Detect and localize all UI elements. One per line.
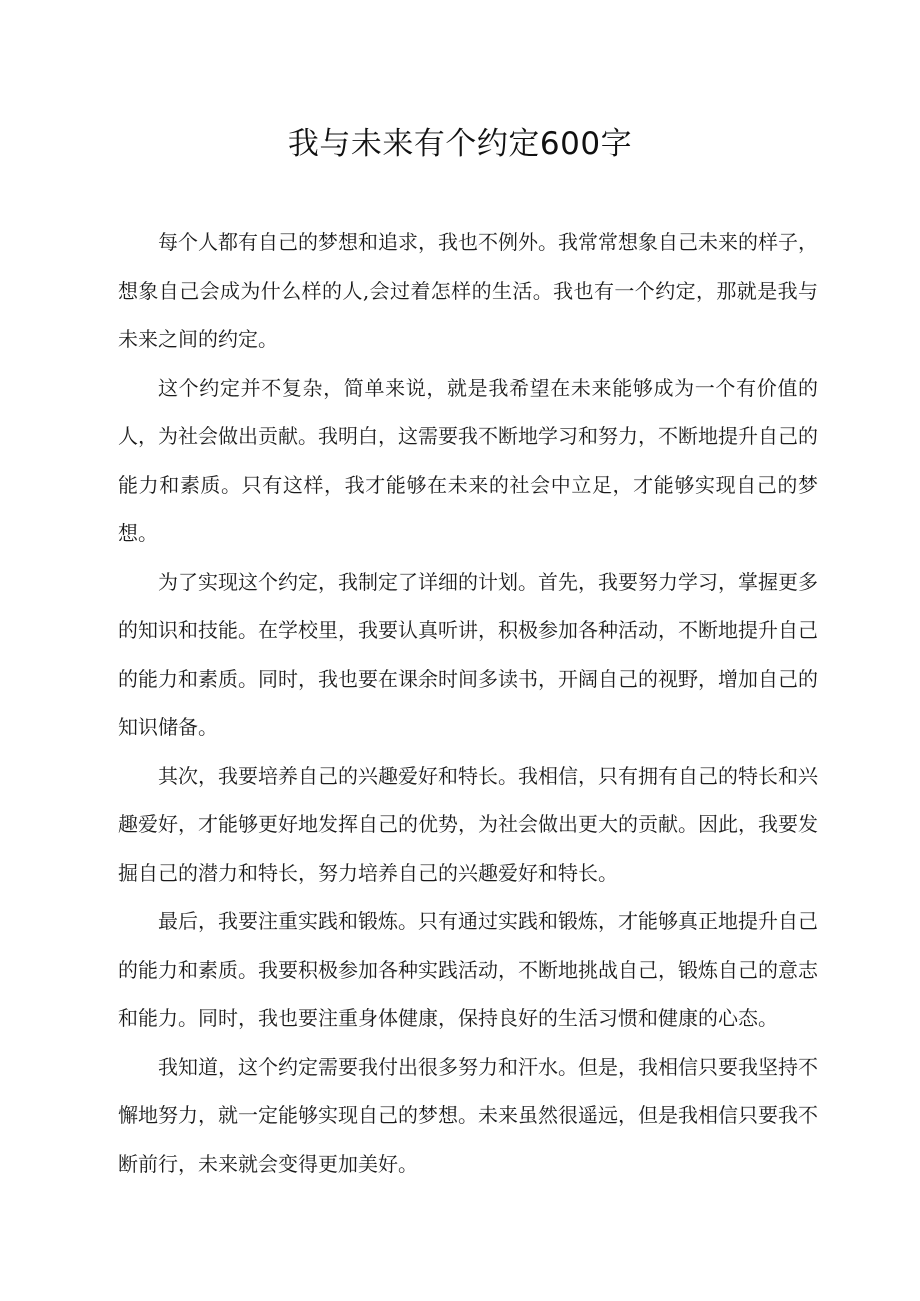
paragraph-6: 我知道，这个约定需要我付出很多努力和汗水。但是，我相信只要我坚持不懈地努力，就一定能够实现自己的梦想。未来虽然很遥远，但是我相信只要我不断前行，未来就会变得更加美好。	[118, 1054, 818, 1176]
paragraph-2: 这个约定并不复杂，简单来说，就是我希望在未来能够成为一个有价值的人，为社会做出贡献。我明白，这需要我不断地学习和努力，不断地提升自己的能力和素质。只有这样，我才能够在未来的社会中立足，才能够实现自己的梦想。	[118, 375, 818, 545]
document-body	[118, 218, 818, 1188]
paragraph-5: 最后，我要注重实践和锻炼。只有通过实践和锻炼，才能够真正地提升自己的能力和素质。我要积极参加各种实践活动，不断地挑战自己，锻炼自己的意志和能力。同时，我也要注重身体健康，保持良好的生活习惯和健康的心态。	[118, 909, 818, 1030]
paragraph-1: 每个人都有自己的梦想和追求，我也不例外。我常常想象自己未来的样子，想象自己会成为什么样的人,会过着怎样的生活。我也有一个约定，那就是我与未来之间的约定。	[118, 230, 818, 351]
paragraph-3: 为了实现这个约定，我制定了详细的计划。首先，我要努力学习，掌握更多的知识和技能。在学校里，我要认真听讲，积极参加各种活动，不断地提升自己的能力和素质。同时，我也要在课余时间多读书，开阔自己的视野，增加自己的知识储备。	[118, 569, 818, 739]
paragraph-4: 其次，我要培养自己的兴趣爱好和特长。我相信，只有拥有自己的特长和兴趣爱好，才能够更好地发挥自己的优势，为社会做出更大的贡献。因此，我要发掘自己的潜力和特长，努力培养自己的兴趣爱好和特长。	[118, 763, 818, 885]
document-title: 我与未来有个约定600字	[287, 126, 633, 162]
